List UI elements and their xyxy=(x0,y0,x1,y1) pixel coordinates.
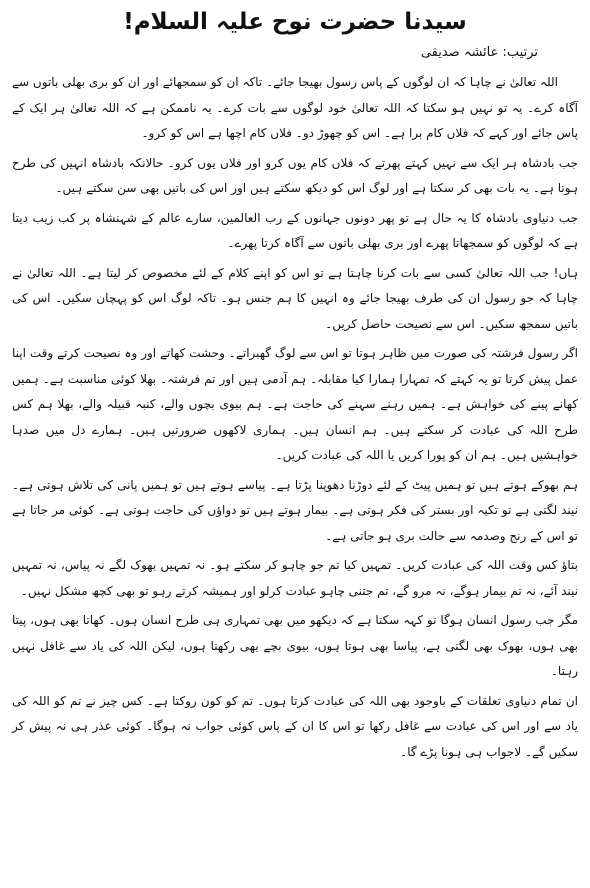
article-author: ترتیب: عائشہ صدیقی xyxy=(420,45,538,60)
article-paragraph: اگر رسول فرشتہ کی صورت میں ظاہر ہوتا تو اس سے لوگ گھبراتے۔ وحشت کھاتے اور وہ نصیحت کرتے وقت اپنا عمل پیش کرتا تو یہ کہتے کہ تمہارا ہمارا کیا مقابلہ۔ ہم آدمی ہیں اور تم فرشتہ۔ بھلا کوئی مناسبت ہے۔ ہمیں کھانے پینے کی خواہش ہے۔ ہمیں رہنے سہنے کی حاجت ہے۔ ہم بیوی بچوں والے، کنبہ قبیلہ والے، بھلا ہم کس طرح اللہ کی عبادت کر سکتے ہیں۔ ہم انسان ہیں۔ ہماری لاکھوں ضرورتیں ہیں۔ ہمارے دل میں صدہا خواہشیں ہیں۔ ہم ان کو پورا کریں یا اللہ کی عبادت کریں۔ xyxy=(12,346,578,462)
article-paragraph: ان تمام دنیاوی تعلقات کے باوجود بھی اللہ کی عبادت کرتا ہوں۔ تم کو کون روکتا ہے۔ کس چیز نے تم کو اللہ کی یاد سے اور اس کی عبادت سے غافل رکھا تو اس کا ان کے پاس کوئی جواب نہ ہوگا۔ کوئی عذر ہی نہ پیش کر سکیں گے۔ لاجواب ہی ہونا پڑے گا۔ xyxy=(12,693,578,759)
article-paragraph: مگر جب رسول انسان ہوگا تو کہہ سکتا ہے کہ دیکھو میں بھی تمہاری ہی طرح انسان ہوں۔ کھاتا بھی ہوں، پیتا بھی ہوں، بھوک بھی لگتی ہے، پیاسا بھی ہوتا ہوں، بیوی بچے بھی رکھتا ہوں، لیکن اللہ کی یاد سے غافل نہیں رہتا۔ xyxy=(12,613,578,678)
article-body xyxy=(12,70,578,765)
article-paragraph: ہم بھوکے ہوتے ہیں تو ہمیں پیٹ کے لئے دوڑنا دھوپنا پڑتا ہے۔ پیاسے ہوتے ہیں تو ہمیں پانی کی تلاش ہوتی ہے۔ نیند لگتی ہے تو تکیہ اور بستر کی فکر ہوتی ہے۔ بیمار ہوتے ہیں تو دواؤں کی حاجت ہوتی ہے۔ کوئی مر جاتا ہے تو اس کے رنج وصدمہ سے حالت بری ہو جاتی ہے۔ xyxy=(12,477,578,543)
article-title: سیدنا حضرت نوح علیہ السلام! xyxy=(123,9,467,35)
article-paragraph: بتاؤ کس وقت اللہ کی عبادت کریں۔ تمہیں کیا تم جو چاہو کر سکتے ہو۔ نہ تمہیں بھوک لگے نہ پیاس، نہ تمہیں نیند آئے، نہ تم بیمار ہوگے، نہ مرو گے، تم جتنی چاہو عبادت کرلو اور ہمیشہ کرتے رہو تو بھی کچھ مشکل نہیں۔ xyxy=(12,558,578,598)
article-paragraph: جب بادشاہ ہر ایک سے نہیں کہتے پھرتے کہ فلاں کام یوں کرو اور فلاں یوں کرو۔ حالانکہ بادشاہ انہیں کی طرح ہوتا ہے۔ یہ بات بھی کر سکتا ہے اور لوگ اس کو دیکھ سکتے ہیں اور اس کی باتیں بھی سن سکتے ہیں۔ xyxy=(12,155,578,195)
article-paragraph: جب دنیاوی بادشاہ کا یہ حال ہے تو پھر دونوں جہانوں کے رب العالمین، سارے عالم کے شہنشاہ پر کب زیب دیتا ہے کہ لوگوں کو سمجھاتا پھرے اور بری بھلی باتوں سے آگاہ کرتا پھرے۔ xyxy=(12,210,578,250)
article-paragraph: اللہ تعالیٰ نے چاہا کہ ان لوگوں کے پاس رسول بھیجا جائے۔ تاکہ ان کو سمجھائے اور ان کو بری بھلی باتوں سے آگاہ کرے۔ یہ تو نہیں ہو سکتا کہ اللہ تعالیٰ خود لوگوں سے بات کرے۔ یہ ناممکن ہے کہ اللہ تعالیٰ ہر ایک کے پاس جائے اور کہے کہ فلاں کام برا ہے۔ اس کو چھوڑ دو۔ فلاں کام اچھا ہے اس کو کرو۔ xyxy=(12,75,578,140)
article-paragraph: ہاں! جب اللہ تعالیٰ کسی سے بات کرنا چاہتا ہے تو اس کو اپنے کلام کے لئے مخصوص کر لیتا ہے۔ اللہ تعالیٰ نے چاہا کہ جو رسول ان کی طرف بھیجا جائے وہ انہیں کا ہم جنس ہو۔ تاکہ لوگ اس کو پہچان سکیں۔ اس کی باتیں سمجھ سکیں۔ اس سے نصیحت حاصل کریں۔ xyxy=(12,265,578,331)
